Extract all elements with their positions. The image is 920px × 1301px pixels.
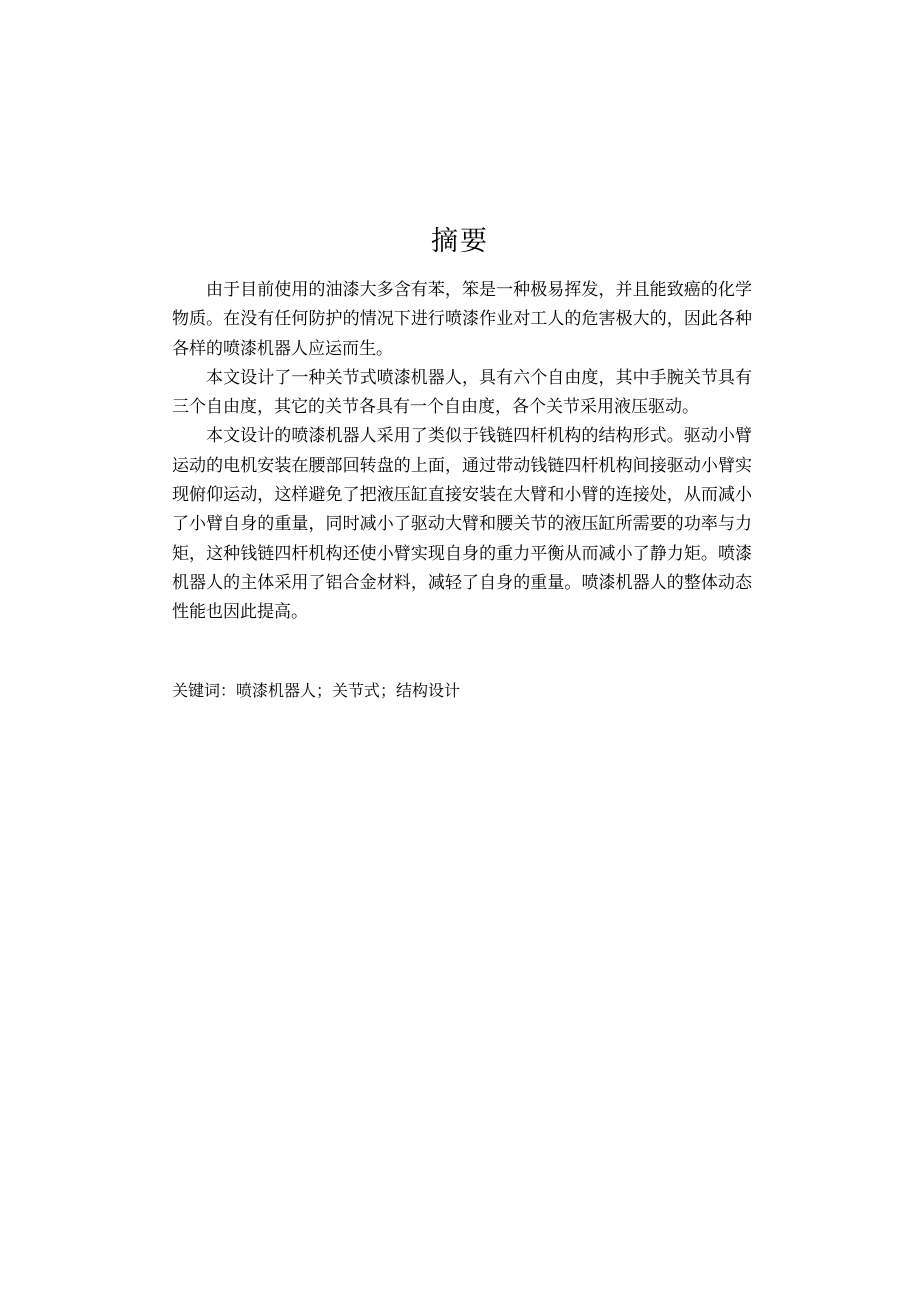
- abstract-paragraph-2: 本文设计了一种关节式喷漆机器人，具有六个自由度，其中手腕关节具有三个自由度，其它的关节各具有一个自由度，各个关节采用液压驱动。: [172, 367, 752, 418]
- abstract-title: 摘要: [431, 226, 489, 257]
- abstract-body: [172, 276, 752, 628]
- abstract-paragraph-1: 由于目前使用的油漆大多含有苯，笨是一种极易挥发，并且能致癌的化学物质。在没有任何防护的情况下进行喷漆作业对工人的危害极大的，因此各种各样的喷漆机器人应运而生。: [172, 280, 752, 359]
- abstract-paragraph-3: 本文设计的喷漆机器人采用了类似于钱链四杆机构的结构形式。驱动小臂运动的电机安装在腰部回转盘的上面，通过带动钱链四杆机构间接驱动小臂实现俯仰运动，这样避免了把液压缸直接安装在大臂和小臂的连接处，从而减小了小臂自身的重量，同时减小了驱动大臂和腰关节的液压缸所需要的功率与力矩，这种钱链四杆机构还使小臂实现自身的重力平衡从而减小了静力矩。喷漆机器人的主体采用了铝合金材料，减轻了自身的重量。喷漆机器人的整体动态性能也因此提高。: [172, 426, 752, 623]
- keywords-line: 关键词：喷漆机器人；关节式；结构设计: [172, 681, 461, 700]
